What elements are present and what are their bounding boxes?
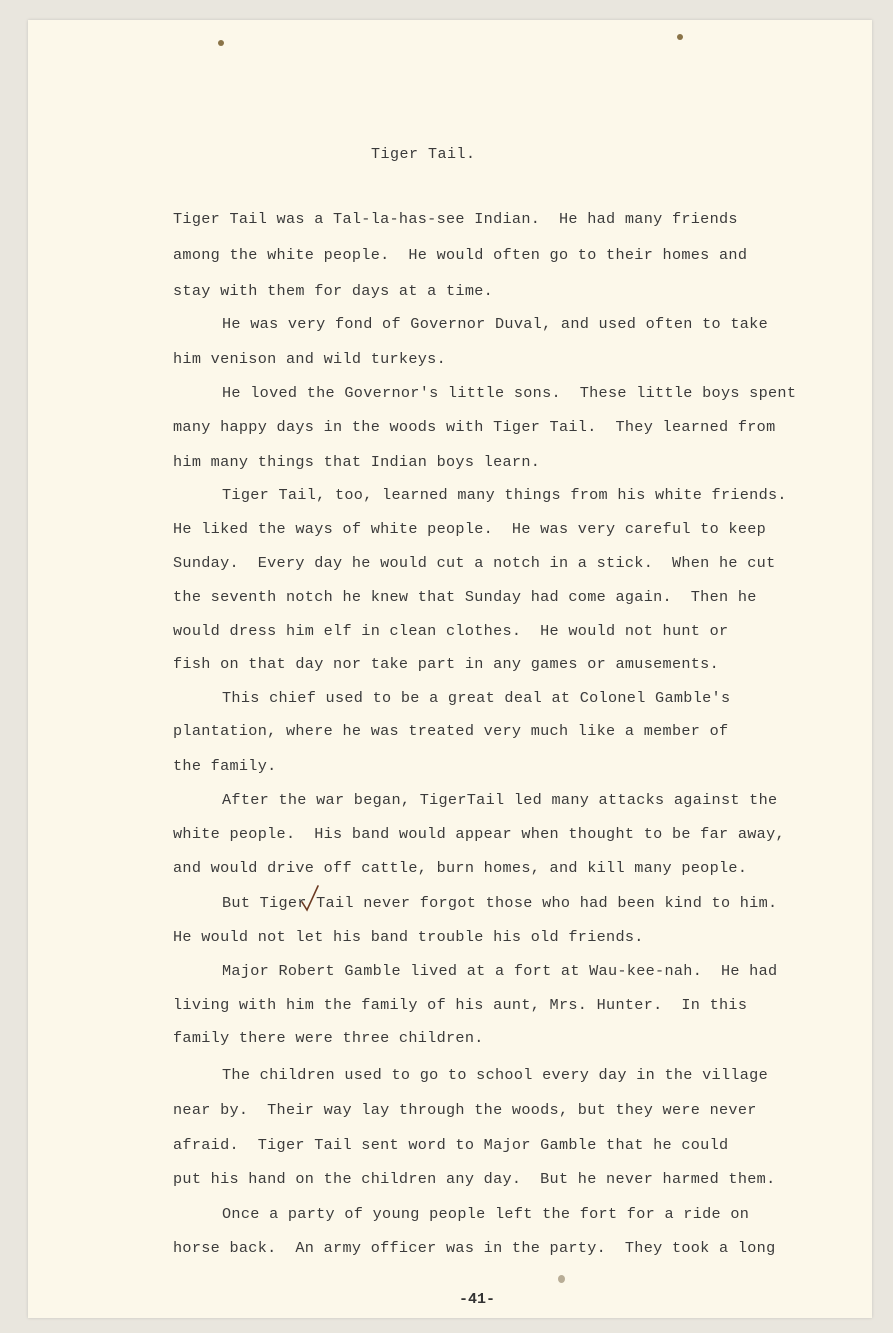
text-line: plantation, where he was treated very much like a member of	[173, 722, 729, 740]
text-line: put his hand on the children any day. But he never harmed them.	[173, 1170, 776, 1188]
text-line: would dress him elf in clean clothes. He would not hunt or	[173, 622, 729, 640]
text-line: afraid. Tiger Tail sent word to Major Gamble that he could	[173, 1136, 729, 1154]
text-line: and would drive off cattle, burn homes, and kill many people.	[173, 859, 748, 877]
text-line: near by. Their way lay through the woods, but they were never	[173, 1101, 757, 1119]
text-line: living with him the family of his aunt, Mrs. Hunter. In this	[173, 996, 748, 1014]
text-line: white people. His band would appear when thought to be far away,	[173, 825, 785, 843]
text-line: Once a party of young people left the fort for a ride on	[222, 1205, 750, 1223]
text-line: After the war began, TigerTail led many attacks against the	[222, 791, 778, 809]
text-line: many happy days in the woods with Tiger Tail. They learned from	[173, 418, 776, 436]
text-line: Major Robert Gamble lived at a fort at Wau-kee-nah. He had	[222, 962, 778, 980]
text-line: This chief used to be a great deal at Colonel Gamble's	[222, 689, 731, 707]
document-title: Tiger Tail.	[371, 146, 476, 163]
text-line: him many things that Indian boys learn.	[173, 453, 541, 471]
text-line: But Tiger Tail never forgot those who had been kind to him.	[222, 894, 778, 912]
text-line: He liked the ways of white people. He was very careful to keep	[173, 520, 767, 538]
text-line: the family.	[173, 757, 277, 775]
page-number: -41-	[459, 1291, 496, 1308]
paper-speck	[558, 1275, 565, 1283]
text-line: Sunday. Every day he would cut a notch in a stick. When he cut	[173, 554, 776, 572]
text-line: He loved the Governor's little sons. These little boys spent	[222, 384, 797, 402]
text-line: Tiger Tail, too, learned many things from his white friends.	[222, 486, 787, 504]
text-line: fish on that day nor take part in any games or amusements.	[173, 655, 720, 673]
text-line: family there were three children.	[173, 1029, 484, 1047]
text-line: The children used to go to school every day in the village	[222, 1066, 769, 1084]
paper-speck	[218, 40, 224, 46]
paper-speck	[677, 34, 683, 40]
text-line: him venison and wild turkeys.	[173, 350, 447, 368]
text-line: He would not let his band trouble his old friends.	[173, 928, 644, 946]
text-line: the seventh notch he knew that Sunday had come again. Then he	[173, 588, 757, 606]
text-line: horse back. An army officer was in the party. They took a long	[173, 1239, 776, 1257]
handwritten-checkmark	[300, 884, 320, 912]
text-line: Tiger Tail was a Tal-la-has-see Indian. He had many friends	[173, 210, 738, 228]
text-line: He was very fond of Governor Duval, and used often to take	[222, 315, 769, 333]
text-line: among the white people. He would often go to their homes and	[173, 246, 748, 264]
text-line: stay with them for days at a time.	[173, 282, 494, 300]
